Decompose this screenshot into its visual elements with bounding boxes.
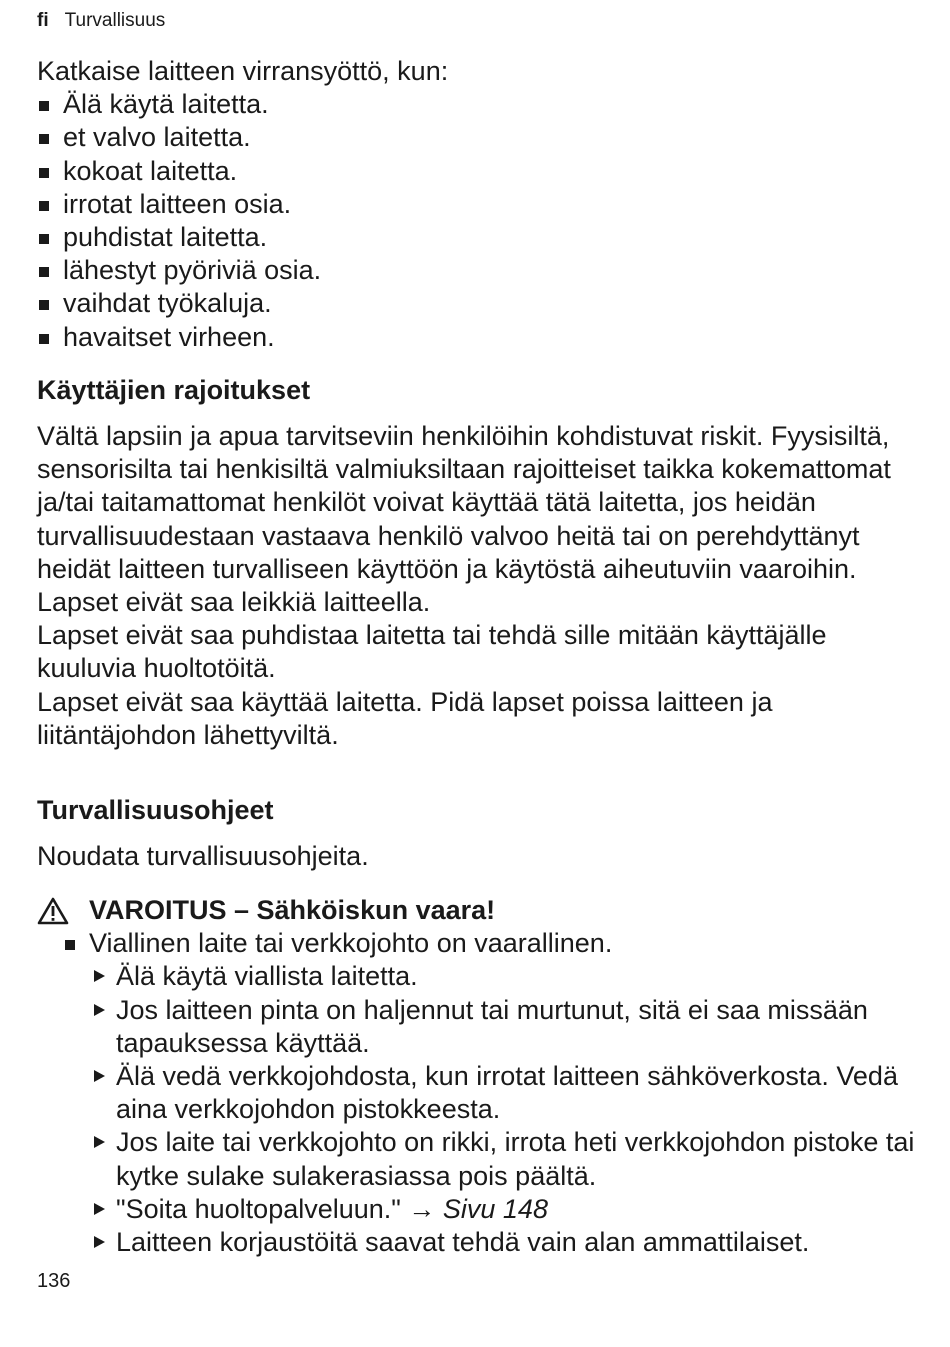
intro-block [37,55,448,354]
page-header [37,10,165,32]
paragraph: Lapset eivät saa leikkiä laitteella. [37,587,431,618]
language-code: fi [37,10,49,31]
list-item: irrotat laitteen osia. [37,188,448,221]
page-reference-link[interactable]: Sivu 148 [442,1193,548,1224]
paragraph: Vältä lapsiin ja apua tarvitseviin henkilöihin kohdistuvat riskit. Fyysisiltä, sensorisilta tai henkisiltä valmiuksiltaan rajoitteiset taikka kokemattomat ja/tai taitamattomat henkilöt voivat käyttää tätä laitetta, jos heidän turvallisuudestaan vastaava henkilö valvoo heitä tai on perehdyttänyt heidät laitteen turvalliseen käyttöön ja käytöstä aiheutuviin vaaroihin. [37,421,891,584]
step-item: Älä vedä verkkojohdosta, kun irrotat laitteen sähköverkosta. Vedä aina verkkojohdon pistokkeesta. [90,1060,917,1126]
step-item-reference [90,1193,917,1226]
safety-heading: Turvallisuusohjeet [37,795,274,825]
list-item: havaitset virheen. [37,321,448,354]
page-number: 136 [37,1270,71,1292]
hazard-list [63,927,917,960]
list-item: puhdistat laitetta. [37,221,448,254]
warning-title-text: VAROITUS – Sähköiskun vaara! [89,895,496,925]
warning-block [37,894,917,1259]
hazard-item: Viallinen laite tai verkkojohto on vaarallinen. [63,927,917,960]
warning-title [37,894,917,927]
step-text: "Soita huoltopalveluun." [116,1193,409,1224]
paragraph: Lapset eivät saa käyttää laitetta. Pidä lapset poissa laitteen ja liitäntäjohdon lähettyviltä. [37,686,773,750]
warning-triangle-icon [37,897,69,925]
step-item: Jos laitteen pinta on haljennut tai murtunut, sitä ei saa missään tapauksessa käyttää. [90,994,917,1060]
step-item: Laitteen korjaustöitä saavat tehdä vain alan ammattilaiset. [90,1226,917,1259]
disconnect-conditions-list [37,88,448,354]
restrictions-heading: Käyttäjien rajoitukset [37,375,311,405]
list-item: lähestyt pyöriviä osia. [37,254,448,287]
list-item: kokoat laitetta. [37,155,448,188]
paragraph: Lapset eivät saa puhdistaa laitetta tai tehdä sille mitään käyttäjälle kuuluvia huoltotöitä. [37,620,827,684]
restrictions-text [37,420,917,752]
step-item: Älä käytä viallista laitetta. [90,960,917,993]
warning-steps-list [90,960,917,1259]
section-title: Turvallisuus [64,10,166,31]
safety-text: Noudata turvallisuusohjeita. [37,841,369,871]
list-item: et valvo laitetta. [37,121,448,154]
list-item: Älä käytä laitetta. [37,88,448,121]
list-item: vaihdat työkaluja. [37,287,448,320]
intro-lead: Katkaise laitteen virransyöttö, kun: [37,56,449,86]
step-item: Jos laite tai verkkojohto on rikki, irrota heti verkkojohdon pistoke tai kytke sulake sulakerasiassa pois päältä. [90,1126,917,1192]
arrow-right-icon: → [408,1193,436,1224]
